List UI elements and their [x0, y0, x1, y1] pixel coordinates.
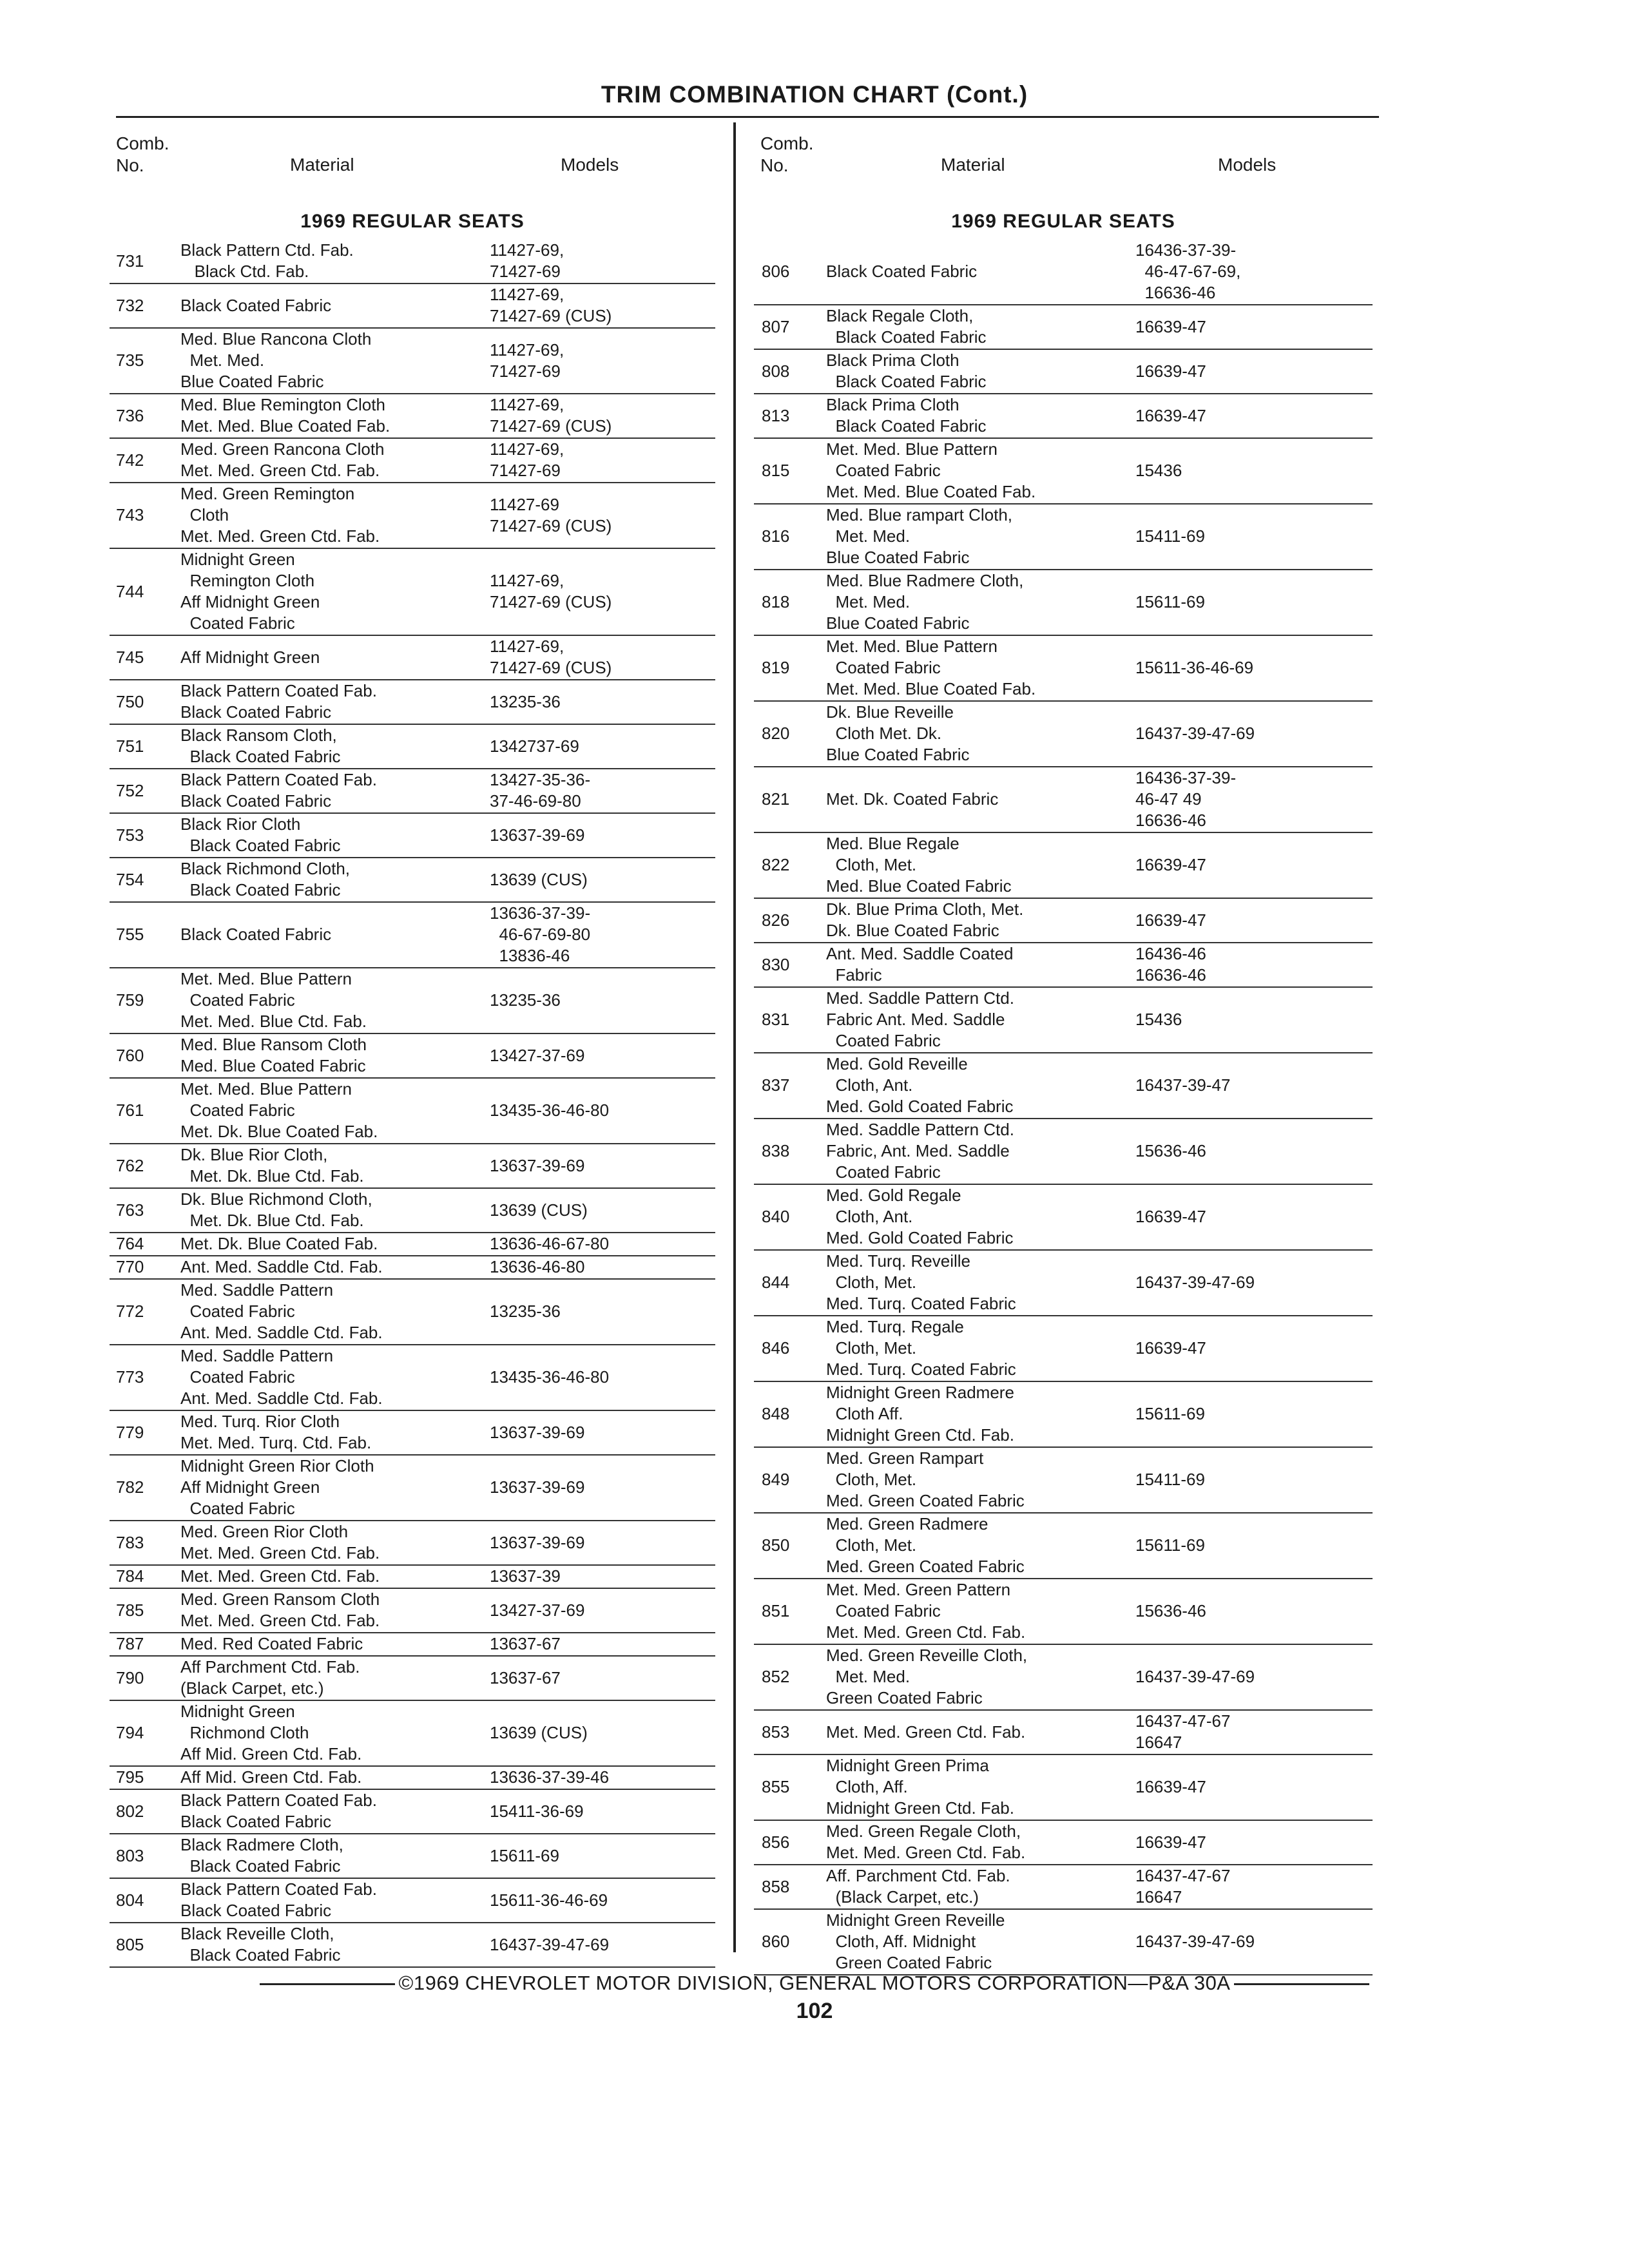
material-cell: Med. Green Ransom Cloth Met. Med. Green Ctd. Fab.	[180, 1590, 380, 1630]
material-cell: Black Pattern Coated Fab. Black Coated Fabric	[180, 1791, 377, 1831]
comb-number: 760	[116, 1045, 144, 1065]
material-cell: Aff Midnight Green	[180, 647, 320, 667]
models-cell: 13636-37-39- 46-67-69-80 13836-46	[490, 903, 591, 965]
material-cell: Midnight Green Prima Cloth, Aff. Midnight Green Ctd. Fab.	[826, 1756, 1014, 1818]
section-title: 1969 REGULAR SEATS	[300, 211, 525, 232]
table-row	[754, 1910, 1373, 1975]
no-label: No.	[116, 155, 144, 175]
comb-number: 759	[116, 990, 144, 1010]
comb-number: 844	[762, 1273, 790, 1292]
comb-number: 807	[762, 316, 790, 336]
models-cell: 16437-39-47	[1135, 1075, 1231, 1095]
comb-number: 855	[762, 1777, 790, 1796]
material-cell: Black Radmere Cloth, Black Coated Fabric	[180, 1835, 343, 1876]
material-cell: Met. Dk. Coated Fabric	[826, 789, 999, 809]
table-row	[110, 1521, 715, 1566]
comb-number: 831	[762, 1010, 790, 1029]
models-cell: 11427-69, 71427-69 (CUS)	[490, 395, 612, 436]
comb-number: 761	[116, 1100, 144, 1120]
models-cell: 15636-46	[1135, 1141, 1206, 1160]
models-cell: 11427-69, 71427-69	[490, 439, 564, 480]
material-cell: Met. Med. Green Ctd. Fab.	[826, 1722, 1026, 1742]
comb-number: 770	[116, 1257, 144, 1276]
table-row	[754, 1821, 1373, 1865]
table-row	[110, 1589, 715, 1633]
right-column-header	[754, 126, 1373, 204]
table-row	[110, 1879, 715, 1923]
table-row	[110, 1079, 715, 1144]
material-cell: Met. Med. Blue Pattern Coated Fabric Met. Dk. Blue Coated Fab.	[180, 1079, 378, 1141]
comb-number: 795	[116, 1767, 144, 1787]
no-label: No.	[760, 155, 789, 175]
models-cell: 15636-46	[1135, 1601, 1206, 1620]
table-row	[110, 1633, 715, 1657]
table-row	[754, 1316, 1373, 1382]
material-cell: Med. Green Remington Cloth Met. Med. Green Ctd. Fab.	[180, 484, 380, 546]
models-cell: 15411-69	[1135, 1470, 1205, 1489]
material-header: Material	[290, 155, 354, 175]
material-cell: Med. Turq. Reveille Cloth, Met. Med. Turq. Coated Fabric	[826, 1251, 1016, 1313]
models-cell: 13435-36-46-80	[490, 1100, 610, 1120]
comb-number: 764	[116, 1234, 144, 1253]
material-cell: Med. Saddle Pattern Ctd. Fabric Ant. Med. Saddle Coated Fabric	[826, 988, 1014, 1050]
material-cell: Midnight Green Rior Cloth Aff Midnight Green Coated Fabric	[180, 1456, 374, 1518]
table-row	[110, 725, 715, 769]
material-cell: Midnight Green Reveille Cloth, Aff. Midnight Green Coated Fabric	[826, 1910, 1005, 1972]
material-cell: Med. Gold Regale Cloth, Ant. Med. Gold Coated Fabric	[826, 1186, 1014, 1247]
table-row	[110, 858, 715, 903]
material-cell: Black Ransom Cloth, Black Coated Fabric	[180, 726, 341, 766]
models-cell: 16639-47	[1135, 910, 1206, 930]
table-row	[110, 329, 715, 394]
material-cell: Black Pattern Coated Fab. Black Coated Fabric	[180, 681, 377, 722]
material-cell: Met. Med. Green Pattern Coated Fabric Met. Med. Green Ctd. Fab.	[826, 1580, 1026, 1642]
models-cell: 13636-46-80	[490, 1257, 585, 1276]
comb-number: 735	[116, 351, 144, 370]
material-cell: Med. Green Rior Cloth Met. Med. Green Ctd. Fab.	[180, 1522, 380, 1562]
comb-number: 838	[762, 1141, 790, 1160]
models-cell: 13435-36-46-80	[490, 1367, 610, 1387]
comb-number: 744	[116, 581, 144, 601]
material-cell: Ant. Med. Saddle Coated Fabric	[826, 944, 1014, 985]
models-cell: 11427-69, 71427-69	[490, 240, 564, 281]
table-row	[110, 1144, 715, 1189]
comb-number: 750	[116, 691, 144, 711]
models-cell: 13637-39-69	[490, 1155, 585, 1175]
material-cell: Dk. Blue Richmond Cloth, Met. Dk. Blue Ctd. Fab.	[180, 1189, 372, 1230]
table-row	[754, 505, 1373, 570]
comb-number: 808	[762, 361, 790, 381]
copyright-text: ©1969 CHEVROLET MOTOR DIVISION, GENERAL MOTORS CORPORATION—P&A 30A	[398, 1972, 1231, 1994]
comb-number: 763	[116, 1200, 144, 1220]
material-cell: Med. Saddle Pattern Ctd. Fabric, Ant. Med. Saddle Coated Fabric	[826, 1120, 1014, 1182]
material-cell: Black Coated Fabric	[180, 295, 332, 315]
models-cell: 13639 (CUS)	[490, 869, 588, 889]
models-cell: 1342737-69	[490, 736, 579, 756]
column-divider	[733, 122, 736, 1952]
table-row	[110, 1034, 715, 1079]
material-cell: Met. Med. Blue Pattern Coated Fabric Met. Med. Blue Ctd. Fab.	[180, 969, 367, 1031]
material-cell: Black Coated Fabric	[180, 925, 332, 944]
comb-number: 783	[116, 1532, 144, 1552]
comb-number: 819	[762, 658, 790, 677]
material-cell: Med. Blue Ransom Cloth Med. Blue Coated Fabric	[180, 1035, 367, 1075]
comb-number: 806	[762, 262, 790, 281]
comb-number: 820	[762, 724, 790, 743]
comb-number: 743	[116, 505, 144, 524]
models-cell: 16436-37-39- 46-47 49 16636-46	[1135, 768, 1237, 830]
models-cell: 15611-69	[1135, 592, 1205, 611]
comb-number: 755	[116, 925, 144, 944]
table-row	[754, 943, 1373, 988]
models-cell: 16437-47-67 16647	[1135, 1866, 1231, 1907]
table-row	[754, 570, 1373, 636]
models-cell: 13637-39-69	[490, 1477, 585, 1497]
models-cell: 13637-39-69	[490, 1422, 585, 1442]
table-row	[754, 240, 1373, 305]
models-cell: 15611-69	[1135, 1404, 1205, 1423]
models-cell: 16436-46 16636-46	[1135, 944, 1206, 985]
table-row	[754, 1185, 1373, 1251]
models-header: Models	[1218, 155, 1277, 175]
right-column	[754, 126, 1373, 1975]
material-cell: Aff Mid. Green Ctd. Fab.	[180, 1767, 362, 1787]
table-row	[110, 1566, 715, 1589]
table-row	[110, 1411, 715, 1456]
comb-number: 849	[762, 1470, 790, 1489]
page-title: TRIM COMBINATION CHART (Cont.)	[601, 81, 1028, 108]
table-row	[754, 394, 1373, 439]
comb-number: 779	[116, 1422, 144, 1442]
comb-number: 803	[116, 1845, 144, 1865]
comb-number: 805	[116, 1934, 144, 1954]
models-cell: 13637-39	[490, 1566, 561, 1586]
models-cell: 13637-67	[490, 1667, 561, 1687]
material-cell: Med. Gold Reveille Cloth, Ant. Med. Gold Coated Fabric	[826, 1054, 1014, 1116]
models-cell: 13636-46-67-80	[490, 1234, 610, 1253]
material-cell: Med. Turq. Regale Cloth, Met. Med. Turq. Coated Fabric	[826, 1317, 1016, 1379]
table-row	[754, 1645, 1373, 1711]
footer-rule-right	[1234, 1983, 1369, 1985]
material-cell: Met. Med. Green Ctd. Fab.	[180, 1566, 380, 1586]
material-cell: Med. Saddle Pattern Coated Fabric Ant. Med. Saddle Ctd. Fab.	[180, 1280, 383, 1342]
material-cell: Midnight Green Richmond Cloth Aff Mid. Green Ctd. Fab.	[180, 1702, 362, 1763]
material-cell: Black Pattern Ctd. Fab. Black Ctd. Fab.	[180, 240, 354, 281]
models-cell: 16437-39-47-69	[490, 1934, 610, 1954]
comb-number: 860	[762, 1932, 790, 1951]
table-row	[754, 1119, 1373, 1185]
table-row	[110, 483, 715, 549]
comb-no-header	[116, 133, 169, 177]
models-cell: 13427-35-36- 37-46-69-80	[490, 770, 591, 811]
table-row	[754, 1514, 1373, 1579]
table-row	[110, 1233, 715, 1256]
models-cell: 13235-36	[490, 691, 561, 711]
table-row	[110, 284, 715, 329]
comb-number: 851	[762, 1601, 790, 1620]
table-row	[110, 1345, 715, 1411]
comb-number: 804	[116, 1890, 144, 1910]
table-row	[754, 1448, 1373, 1514]
table-row	[754, 702, 1373, 767]
models-cell: 15611-69	[490, 1845, 559, 1865]
material-cell: Aff. Parchment Ctd. Fab. (Black Carpet, etc.)	[826, 1866, 1010, 1907]
comb-number: 837	[762, 1075, 790, 1095]
material-cell: Black Coated Fabric	[826, 262, 978, 281]
comb-number: 852	[762, 1667, 790, 1686]
material-header: Material	[941, 155, 1005, 175]
comb-number: 784	[116, 1566, 144, 1586]
material-cell: Midnight Green Remington Cloth Aff Midnight Green Coated Fabric	[180, 550, 320, 633]
comb-number: 731	[116, 251, 144, 271]
comb-number: 772	[116, 1302, 144, 1321]
models-header: Models	[561, 155, 619, 175]
comb-number: 813	[762, 405, 790, 425]
models-cell: 15436	[1135, 1010, 1182, 1029]
table-row	[754, 833, 1373, 899]
comb-number: 822	[762, 855, 790, 874]
comb-number: 794	[116, 1723, 144, 1742]
table-row	[110, 1767, 715, 1790]
comb-number: 751	[116, 736, 144, 756]
comb-number: 815	[762, 461, 790, 480]
material-cell: Med. Red Coated Fabric	[180, 1634, 363, 1653]
comb-number: 858	[762, 1876, 790, 1896]
page-number: 102	[796, 1999, 833, 2023]
table-row	[754, 305, 1373, 350]
comb-number: 762	[116, 1155, 144, 1175]
models-cell: 16639-47	[1135, 1338, 1206, 1358]
table-row	[754, 767, 1373, 833]
models-cell: 11427-69 71427-69 (CUS)	[490, 494, 612, 535]
comb-number: 826	[762, 910, 790, 930]
models-cell: 11427-69, 71427-69 (CUS)	[490, 571, 612, 611]
material-cell: Ant. Med. Saddle Ctd. Fab.	[180, 1257, 383, 1276]
models-cell: 13427-37-69	[490, 1600, 585, 1620]
comb-number: 802	[116, 1801, 144, 1821]
material-cell: Black Reveille Cloth, Black Coated Fabric	[180, 1924, 341, 1965]
comb-number: 745	[116, 647, 144, 667]
table-row	[110, 240, 715, 284]
table-row	[110, 439, 715, 483]
footer-rule-left	[260, 1983, 395, 1985]
table-row	[110, 636, 715, 680]
table-row	[754, 1865, 1373, 1910]
models-cell: 16437-39-47-69	[1135, 1667, 1255, 1686]
table-row	[110, 814, 715, 858]
material-cell: Met. Med. Blue Pattern Coated Fabric Met. Med. Blue Coated Fab.	[826, 637, 1036, 698]
material-cell: Med. Green Regale Cloth, Met. Med. Green Ctd. Fab.	[826, 1821, 1026, 1862]
models-cell: 15611-36-46-69	[490, 1890, 608, 1910]
models-cell: 15436	[1135, 461, 1182, 480]
material-cell: Midnight Green Radmere Cloth Aff. Midnight Green Ctd. Fab.	[826, 1383, 1014, 1445]
table-row	[754, 899, 1373, 943]
table-row	[754, 1711, 1373, 1755]
comb-number: 785	[116, 1600, 144, 1620]
material-cell: Black Pattern Coated Fab. Black Coated Fabric	[180, 770, 377, 811]
comb-number: 821	[762, 789, 790, 809]
material-cell: Med. Green Rancona Cloth Met. Med. Green Ctd. Fab.	[180, 439, 385, 480]
material-cell: Dk. Blue Prima Cloth, Met. Dk. Blue Coated Fabric	[826, 899, 1024, 940]
material-cell: Black Prima Cloth Black Coated Fabric	[826, 395, 987, 436]
material-cell: Black Pattern Coated Fab. Black Coated Fabric	[180, 1879, 377, 1920]
table-row	[754, 636, 1373, 702]
models-cell: 13636-37-39-46	[490, 1767, 610, 1787]
models-cell: 16437-39-47-69	[1135, 1273, 1255, 1292]
comb-number: 787	[116, 1634, 144, 1653]
models-cell: 16639-47	[1135, 316, 1206, 336]
comb-number: 816	[762, 526, 790, 546]
models-cell: 16639-47	[1135, 855, 1206, 874]
comb-number: 846	[762, 1338, 790, 1358]
material-cell: Med. Green Reveille Cloth, Met. Med. Green Coated Fabric	[826, 1646, 1028, 1707]
models-cell: 16436-37-39- 46-47-67-69, 16636-46	[1135, 240, 1241, 302]
material-cell: Med. Green Radmere Cloth, Met. Med. Green Coated Fabric	[826, 1514, 1025, 1576]
table-row	[110, 1834, 715, 1879]
comb-label: Comb.	[116, 133, 169, 153]
material-cell: Met. Dk. Blue Coated Fab.	[180, 1234, 378, 1253]
table-row	[110, 1657, 715, 1701]
table-row	[110, 549, 715, 636]
comb-label: Comb.	[760, 133, 814, 153]
table-row	[754, 1382, 1373, 1448]
comb-number: 818	[762, 592, 790, 611]
material-cell: Met. Med. Blue Pattern Coated Fabric Met. Med. Blue Coated Fab.	[826, 439, 1036, 501]
models-cell: 16639-47	[1135, 1207, 1206, 1226]
material-cell: Med. Blue Radmere Cloth, Met. Med. Blue Coated Fabric	[826, 571, 1024, 633]
table-row	[110, 680, 715, 725]
models-cell: 16639-47	[1135, 361, 1206, 381]
comb-number: 754	[116, 869, 144, 889]
models-cell: 16639-47	[1135, 1832, 1206, 1852]
comb-number: 790	[116, 1667, 144, 1687]
models-cell: 16437-39-47-69	[1135, 724, 1255, 743]
models-cell: 13639 (CUS)	[490, 1723, 588, 1742]
table-row	[110, 1280, 715, 1345]
table-row	[754, 1579, 1373, 1645]
models-cell: 11427-69, 71427-69 (CUS)	[490, 637, 612, 677]
material-cell: Black Prima Cloth Black Coated Fabric	[826, 351, 987, 391]
table-row	[110, 1923, 715, 1968]
comb-number: 736	[116, 405, 144, 425]
table-row	[110, 1790, 715, 1834]
models-cell: 16639-47	[1135, 1777, 1206, 1796]
comb-number: 742	[116, 450, 144, 470]
comb-number: 840	[762, 1207, 790, 1226]
material-cell: Black Regale Cloth, Black Coated Fabric	[826, 306, 987, 347]
models-cell: 15611-69	[1135, 1535, 1205, 1555]
models-cell: 16437-39-47-69	[1135, 1932, 1255, 1951]
material-cell: Med. Blue Rancona Cloth Met. Med. Blue Coated Fabric	[180, 329, 372, 391]
table-row	[110, 1256, 715, 1280]
models-cell: 13235-36	[490, 990, 561, 1010]
models-cell: 15411-69	[1135, 526, 1205, 546]
footer	[0, 1972, 1629, 1995]
table-row	[110, 1701, 715, 1767]
models-cell: 16639-47	[1135, 405, 1206, 425]
material-cell: Black Richmond Cloth, Black Coated Fabric	[180, 859, 350, 899]
material-cell: Dk. Blue Reveille Cloth Met. Dk. Blue Coated Fabric	[826, 702, 970, 764]
models-cell: 13637-67	[490, 1634, 561, 1653]
comb-number: 773	[116, 1367, 144, 1387]
material-cell: Dk. Blue Rior Cloth, Met. Dk. Blue Ctd. Fab.	[180, 1145, 364, 1186]
material-cell: Med. Turq. Rior Cloth Met. Med. Turq. Ctd. Fab.	[180, 1412, 372, 1452]
comb-number: 782	[116, 1477, 144, 1497]
comb-number: 850	[762, 1535, 790, 1555]
comb-number: 830	[762, 954, 790, 974]
models-cell: 16437-47-67 16647	[1135, 1711, 1231, 1752]
models-cell: 15411-36-69	[490, 1801, 584, 1821]
table-row	[754, 439, 1373, 505]
material-cell: Med. Saddle Pattern Coated Fabric Ant. Med. Saddle Ctd. Fab.	[180, 1346, 383, 1408]
table-row	[110, 903, 715, 968]
models-cell: 13427-37-69	[490, 1045, 585, 1065]
table-row	[754, 350, 1373, 394]
comb-number: 853	[762, 1722, 790, 1742]
table-row	[110, 394, 715, 439]
table-row	[754, 1251, 1373, 1316]
models-cell: 13637-39-69	[490, 825, 585, 845]
comb-number: 856	[762, 1832, 790, 1852]
right-table-body	[754, 240, 1373, 1975]
comb-number: 752	[116, 780, 144, 800]
models-cell: 15611-36-46-69	[1135, 658, 1254, 677]
section-title: 1969 REGULAR SEATS	[951, 211, 1175, 232]
material-cell: Med. Blue Regale Cloth, Met. Med. Blue Coated Fabric	[826, 834, 1012, 896]
models-cell: 11427-69, 71427-69	[490, 340, 564, 381]
left-column-header	[110, 126, 715, 204]
left-table-body	[110, 240, 715, 1968]
models-cell: 13235-36	[490, 1302, 561, 1321]
models-cell: 11427-69, 71427-69 (CUS)	[490, 285, 612, 325]
table-row	[110, 968, 715, 1034]
material-cell: Aff Parchment Ctd. Fab. (Black Carpet, etc.)	[180, 1657, 360, 1698]
left-column	[110, 126, 715, 1968]
comb-no-header	[760, 133, 813, 177]
table-row	[110, 1189, 715, 1233]
comb-number: 732	[116, 295, 144, 315]
table-row	[754, 1755, 1373, 1821]
comb-number: 848	[762, 1404, 790, 1423]
models-cell: 13639 (CUS)	[490, 1200, 588, 1220]
table-row	[110, 769, 715, 814]
material-cell: Med. Blue rampart Cloth, Met. Med. Blue Coated Fabric	[826, 505, 1013, 567]
models-cell: 13637-39-69	[490, 1532, 585, 1552]
table-row	[754, 988, 1373, 1053]
top-rule	[116, 116, 1379, 118]
comb-number: 753	[116, 825, 144, 845]
table-row	[110, 1456, 715, 1521]
table-row	[754, 1053, 1373, 1119]
material-cell: Med. Green Rampart Cloth, Met. Med. Green Coated Fabric	[826, 1448, 1025, 1510]
material-cell: Black Rior Cloth Black Coated Fabric	[180, 814, 341, 855]
material-cell: Med. Blue Remington Cloth Met. Med. Blue Coated Fab.	[180, 395, 390, 436]
